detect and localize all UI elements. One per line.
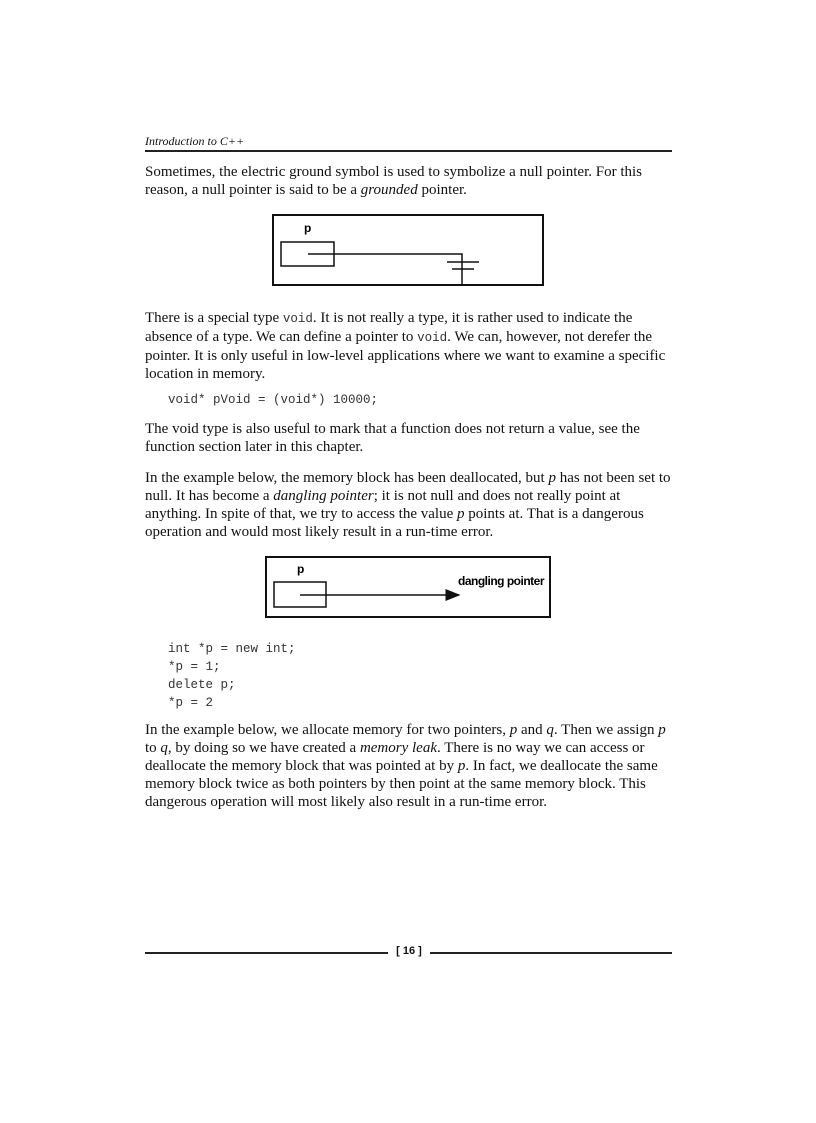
- footer-rule-right: [430, 952, 672, 954]
- emphasis: q: [160, 740, 168, 756]
- header-rule: [145, 150, 672, 152]
- emphasis: p: [548, 470, 556, 486]
- text: . There is no way we can access or deallocate the memory block that was pointed at by: [145, 740, 645, 774]
- text: , by doing so we have created a: [167, 740, 360, 756]
- figure-frame: [273, 215, 543, 285]
- text: ; it is not null and does not really point at anything. In spite of that, we try to access the value: [145, 488, 621, 522]
- emphasis: dangling pointer: [273, 488, 374, 504]
- pointer-label: p: [304, 221, 312, 235]
- emphasis: p: [457, 758, 466, 774]
- emphasis: memory leak: [359, 740, 437, 756]
- inline-code: void: [417, 331, 448, 345]
- emphasis: p: [509, 722, 518, 738]
- text: There is a special type: [145, 310, 283, 326]
- code-line: delete p;: [168, 678, 236, 692]
- footer-rule-left: [145, 952, 388, 954]
- code-block-void: void* pVoid = (void*) 10000;: [168, 393, 379, 407]
- code-line: *p = 1;: [168, 660, 221, 674]
- text: Sometimes, the electric ground symbol is used to symbolize a null pointer. For this reason, a null pointer is said to be a: [145, 164, 643, 198]
- code-line: int *p = new int;: [168, 642, 296, 656]
- text: pointer.: [417, 182, 467, 198]
- pointer-label: p: [297, 562, 305, 576]
- emphasis: q: [546, 722, 554, 738]
- paragraph-memory-leak: [145, 721, 672, 811]
- grounded-pointer-figure: [272, 214, 545, 287]
- text: and: [517, 722, 547, 738]
- text: In the example below, the memory block has been deallocated, but: [145, 470, 549, 486]
- text: . Then we assign: [553, 722, 659, 738]
- paragraph-dangling: [145, 469, 672, 541]
- code-line: *p = 2: [168, 696, 214, 710]
- paragraph-void: [145, 309, 672, 383]
- text: has not been set to null. It has become a: [145, 470, 671, 504]
- emphasis: grounded: [360, 182, 418, 198]
- text: to: [145, 740, 161, 756]
- emphasis: p: [658, 722, 666, 738]
- dangling-pointer-caption: dangling pointer: [458, 574, 544, 588]
- page-number: [ 16 ]: [396, 945, 422, 957]
- code-block-dangling: [168, 640, 296, 712]
- text: In the example below, we allocate memory for two pointers,: [145, 722, 510, 738]
- text: . We can, however, not derefer the pointer. It is only useful in low-level applications where we want to examine a specific location in memory.: [145, 329, 666, 382]
- text: . In fact, we deallocate the same memory block twice as both pointers by then point at the same memory block. This dangerous operation will most likely also result in a run-time error.: [145, 758, 658, 810]
- emphasis: p: [457, 506, 465, 522]
- inline-code: void: [282, 312, 313, 326]
- paragraph-void-return: The void type is also useful to mark that a function does not return a value, see the function section later in this chapter.: [145, 421, 640, 455]
- running-header: Introduction to C++: [145, 134, 245, 148]
- text: points at. That is a dangerous operation and would most likely result in a run-time error.: [145, 506, 644, 540]
- pointer-line: [308, 254, 462, 285]
- text: . It is not really a type, it is rather used to indicate the absence of a type. We can define a pointer to: [145, 310, 633, 345]
- dangling-pointer-figure: [265, 556, 552, 619]
- paragraph-grounded: [145, 163, 672, 199]
